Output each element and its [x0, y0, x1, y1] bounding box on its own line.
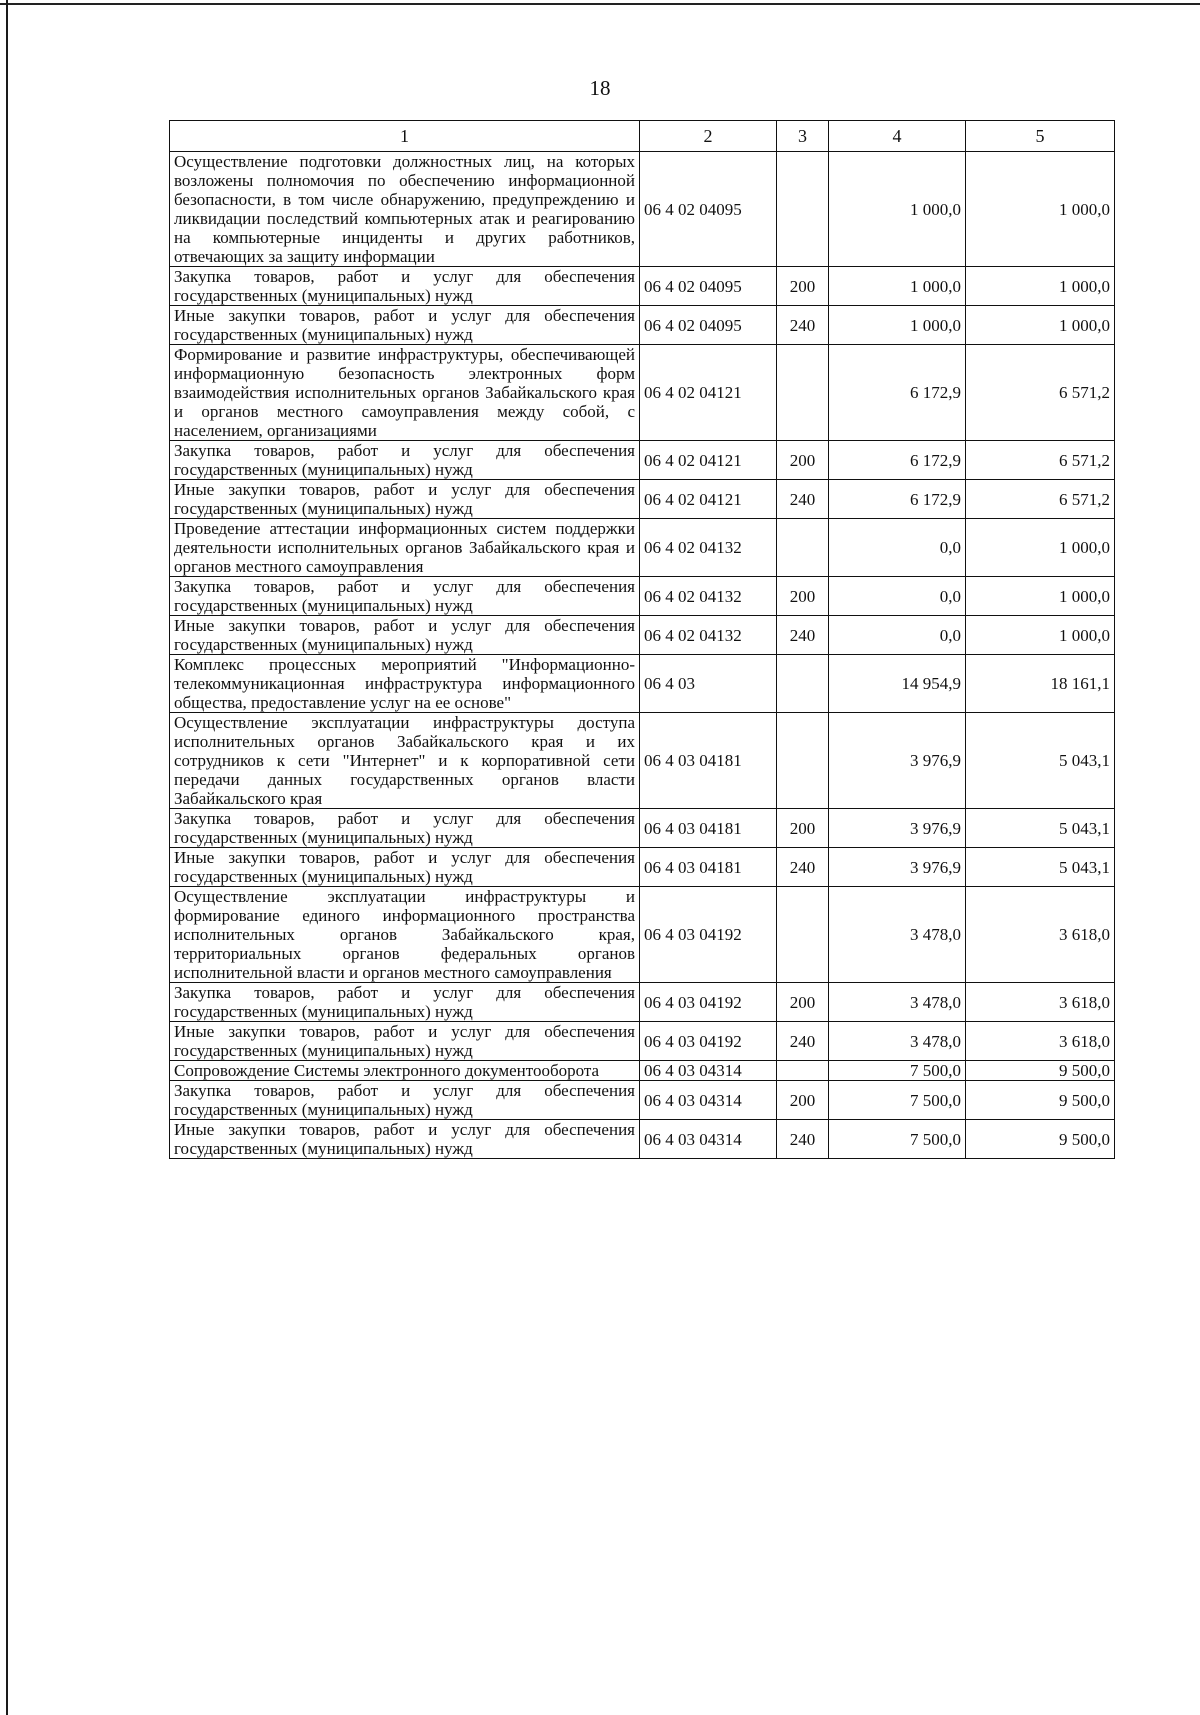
header-col-4: 4	[829, 121, 966, 152]
table-row	[170, 480, 1115, 519]
row-description: Иные закупки товаров, работ и услуг для обеспечения государственных (муниципальных) нужд	[170, 480, 640, 519]
row-target-code: 06 4 03 04181	[640, 848, 777, 887]
row-target-code: 06 4 03 04192	[640, 887, 777, 983]
row-target-code: 06 4 03 04314	[640, 1081, 777, 1120]
row-amount-col-5: 6 571,2	[966, 480, 1115, 519]
row-description: Закупка товаров, работ и услуг для обеспечения государственных (муниципальных) нужд	[170, 441, 640, 480]
row-amount-col-4: 7 500,0	[829, 1081, 966, 1120]
row-amount-col-4: 6 172,9	[829, 480, 966, 519]
table-row	[170, 152, 1115, 267]
table-row	[170, 441, 1115, 480]
row-amount-col-5: 5 043,1	[966, 713, 1115, 809]
row-amount-col-5: 1 000,0	[966, 152, 1115, 267]
table-body	[170, 152, 1115, 1159]
row-target-code: 06 4 02 04095	[640, 267, 777, 306]
row-description: Осуществление эксплуатации инфраструктуры доступа исполнительных органов Забайкальского края и их сотрудников к сети "Интернет" и к корпоративной сети передачи данных государственных органов власти Забайкальского края	[170, 713, 640, 809]
row-expense-type: 200	[777, 441, 829, 480]
row-description: Иные закупки товаров, работ и услуг для обеспечения государственных (муниципальных) нужд	[170, 1022, 640, 1061]
row-expense-type: 240	[777, 480, 829, 519]
row-target-code: 06 4 02 04132	[640, 577, 777, 616]
row-amount-col-4: 3 976,9	[829, 848, 966, 887]
page-number: 18	[589, 76, 611, 100]
row-target-code: 06 4 03 04314	[640, 1061, 777, 1081]
row-expense-type: 240	[777, 1022, 829, 1061]
row-expense-type	[777, 1061, 829, 1081]
row-amount-col-5: 3 618,0	[966, 887, 1115, 983]
row-expense-type: 200	[777, 267, 829, 306]
row-amount-col-4: 7 500,0	[829, 1061, 966, 1081]
row-amount-col-4: 0,0	[829, 616, 966, 655]
table-row	[170, 577, 1115, 616]
table-row	[170, 1081, 1115, 1120]
row-expense-type: 200	[777, 1081, 829, 1120]
row-amount-col-5: 1 000,0	[966, 306, 1115, 345]
row-description: Иные закупки товаров, работ и услуг для обеспечения государственных (муниципальных) нужд	[170, 1120, 640, 1159]
row-amount-col-5: 18 161,1	[966, 655, 1115, 713]
row-amount-col-4: 6 172,9	[829, 441, 966, 480]
row-amount-col-5: 5 043,1	[966, 848, 1115, 887]
row-amount-col-5: 5 043,1	[966, 809, 1115, 848]
row-description: Иные закупки товаров, работ и услуг для обеспечения государственных (муниципальных) нужд	[170, 306, 640, 345]
row-amount-col-4: 3 478,0	[829, 983, 966, 1022]
row-amount-col-4: 14 954,9	[829, 655, 966, 713]
row-expense-type	[777, 152, 829, 267]
row-expense-type	[777, 519, 829, 577]
row-amount-col-4: 0,0	[829, 577, 966, 616]
row-description: Закупка товаров, работ и услуг для обеспечения государственных (муниципальных) нужд	[170, 1081, 640, 1120]
row-description: Формирование и развитие инфраструктуры, обеспечивающей информационную безопасность электронных форм взаимодействия исполнительных органов Забайкальского края и органов местного самоуправления между собой, с населением, организациями	[170, 345, 640, 441]
row-expense-type	[777, 887, 829, 983]
row-amount-col-5: 1 000,0	[966, 577, 1115, 616]
row-expense-type: 240	[777, 306, 829, 345]
row-expense-type: 240	[777, 1120, 829, 1159]
row-description: Иные закупки товаров, работ и услуг для обеспечения государственных (муниципальных) нужд	[170, 848, 640, 887]
row-amount-col-4: 7 500,0	[829, 1120, 966, 1159]
row-description: Иные закупки товаров, работ и услуг для обеспечения государственных (муниципальных) нужд	[170, 616, 640, 655]
row-expense-type	[777, 345, 829, 441]
row-target-code: 06 4 03 04181	[640, 809, 777, 848]
row-target-code: 06 4 03 04192	[640, 983, 777, 1022]
row-amount-col-4: 6 172,9	[829, 345, 966, 441]
row-amount-col-5: 1 000,0	[966, 616, 1115, 655]
row-description: Закупка товаров, работ и услуг для обеспечения государственных (муниципальных) нужд	[170, 267, 640, 306]
row-expense-type: 200	[777, 809, 829, 848]
row-amount-col-4: 3 478,0	[829, 887, 966, 983]
table-row	[170, 616, 1115, 655]
row-expense-type: 240	[777, 616, 829, 655]
row-target-code: 06 4 03 04192	[640, 1022, 777, 1061]
table-row	[170, 306, 1115, 345]
row-target-code: 06 4 03 04181	[640, 713, 777, 809]
row-amount-col-5: 9 500,0	[966, 1120, 1115, 1159]
row-amount-col-4: 3 976,9	[829, 809, 966, 848]
row-target-code: 06 4 02 04095	[640, 306, 777, 345]
row-amount-col-5: 6 571,2	[966, 441, 1115, 480]
row-description: Закупка товаров, работ и услуг для обеспечения государственных (муниципальных) нужд	[170, 809, 640, 848]
row-expense-type	[777, 655, 829, 713]
header-col-1: 1	[170, 121, 640, 152]
row-amount-col-4: 3 478,0	[829, 1022, 966, 1061]
row-target-code: 06 4 02 04132	[640, 616, 777, 655]
row-amount-col-4: 1 000,0	[829, 306, 966, 345]
row-amount-col-5: 3 618,0	[966, 1022, 1115, 1061]
row-amount-col-5: 3 618,0	[966, 983, 1115, 1022]
row-description: Закупка товаров, работ и услуг для обеспечения государственных (муниципальных) нужд	[170, 983, 640, 1022]
table-row	[170, 519, 1115, 577]
row-target-code: 06 4 02 04095	[640, 152, 777, 267]
row-description: Осуществление эксплуатации инфраструктуры и формирование единого информационного пространства исполнительных органов Забайкальского края, территориальных органов федеральных органов исполнительной власти и органов местного самоуправления	[170, 887, 640, 983]
row-amount-col-5: 9 500,0	[966, 1061, 1115, 1081]
row-description: Сопровождение Системы электронного документооборота	[170, 1061, 640, 1081]
row-amount-col-4: 0,0	[829, 519, 966, 577]
table-row	[170, 1120, 1115, 1159]
table-row	[170, 713, 1115, 809]
row-amount-col-4: 1 000,0	[829, 267, 966, 306]
row-expense-type: 240	[777, 848, 829, 887]
row-target-code: 06 4 02 04121	[640, 441, 777, 480]
row-target-code: 06 4 02 04121	[640, 480, 777, 519]
table-row	[170, 655, 1115, 713]
row-amount-col-5: 1 000,0	[966, 267, 1115, 306]
row-amount-col-5: 6 571,2	[966, 345, 1115, 441]
table-row	[170, 267, 1115, 306]
header-col-3: 3	[777, 121, 829, 152]
row-description: Проведение аттестации информационных систем поддержки деятельности исполнительных органов Забайкальского края и органов местного самоуправления	[170, 519, 640, 577]
table-row	[170, 1022, 1115, 1061]
scan-edge-left	[6, 0, 8, 1715]
row-amount-col-4: 3 976,9	[829, 713, 966, 809]
row-amount-col-5: 1 000,0	[966, 519, 1115, 577]
row-target-code: 06 4 02 04132	[640, 519, 777, 577]
row-expense-type: 200	[777, 577, 829, 616]
row-amount-col-5: 9 500,0	[966, 1081, 1115, 1120]
scan-edge-top	[0, 3, 1200, 5]
row-target-code: 06 4 02 04121	[640, 345, 777, 441]
row-target-code: 06 4 03	[640, 655, 777, 713]
table-row	[170, 345, 1115, 441]
table-row	[170, 848, 1115, 887]
header-col-2: 2	[640, 121, 777, 152]
table-row	[170, 1061, 1115, 1081]
table-row	[170, 887, 1115, 983]
table-header-row	[170, 121, 1115, 152]
row-expense-type: 200	[777, 983, 829, 1022]
row-description: Комплекс процессных мероприятий "Информационно-телекоммуникационная инфраструктура информационного общества, предоставление услуг на ее основе"	[170, 655, 640, 713]
table-row	[170, 983, 1115, 1022]
row-expense-type	[777, 713, 829, 809]
table-row	[170, 809, 1115, 848]
row-target-code: 06 4 03 04314	[640, 1120, 777, 1159]
budget-table	[169, 120, 1115, 1159]
header-col-5: 5	[966, 121, 1115, 152]
row-description: Закупка товаров, работ и услуг для обеспечения государственных (муниципальных) нужд	[170, 577, 640, 616]
row-description: Осуществление подготовки должностных лиц, на которых возложены полномочия по обеспечению информационной безопасности, в том числе обнаружению, предупреждению и ликвидации последствий компьютерных атак и реагированию на компьютерные инциденты и других работников, отвечающих за защиту информации	[170, 152, 640, 267]
row-amount-col-4: 1 000,0	[829, 152, 966, 267]
